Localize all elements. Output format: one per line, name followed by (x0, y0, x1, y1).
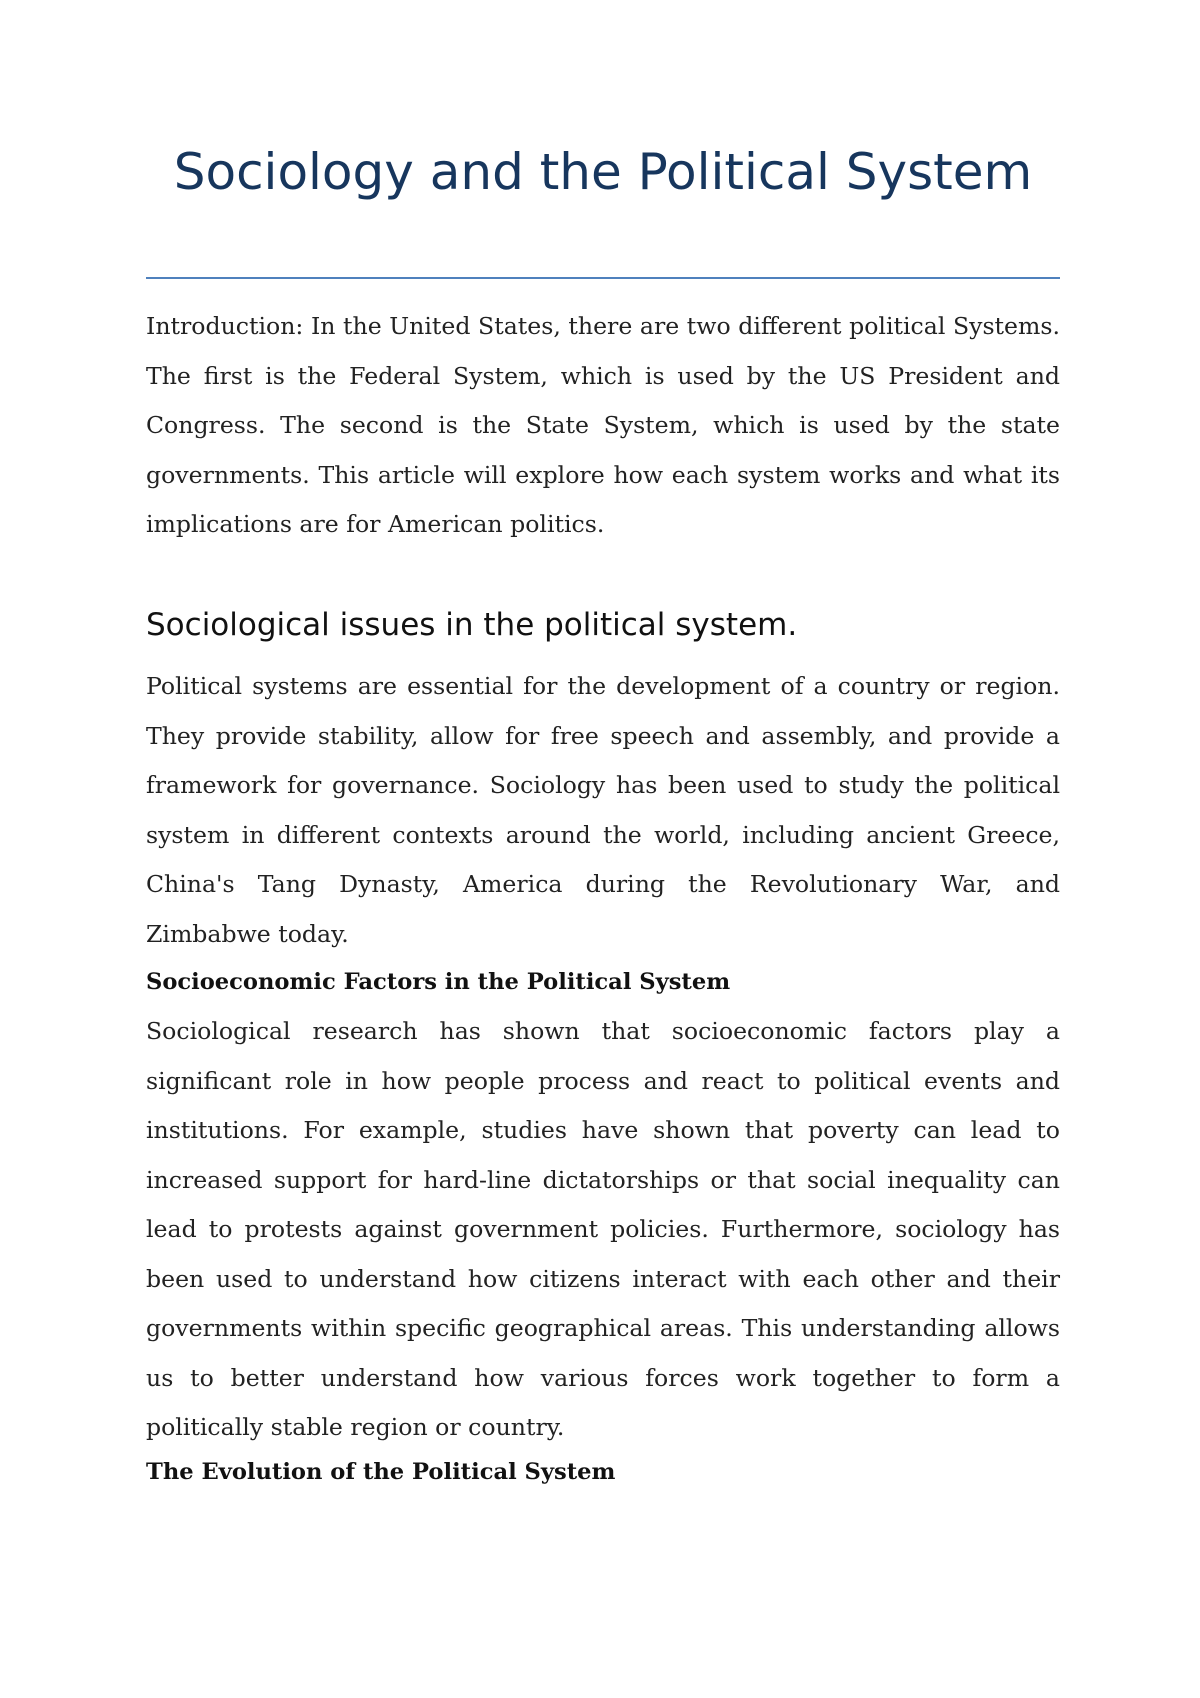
section-heading-evolution: The Evolution of the Political System (146, 1459, 616, 1485)
intro-paragraph: Introduction: In the United States, there are two different political Systems. The first is the Federal System, which is used by the US President and Congress. The second is the State System, which is used by the state governments. This article will explore how each system works and what its implications are for American politics. (146, 312, 1060, 538)
section-heading-socioeconomic-factors: Socioeconomic Factors in the Political System (146, 969, 731, 995)
section-heading-sociological-issues: Sociological issues in the political system. (146, 607, 798, 643)
title-underline (146, 277, 1060, 279)
section-body-sociological-issues: Political systems are essential for the development of a country or region. They provide stability, allow for free speech and assembly, and provide a framework for governance. Sociology has been used to study the political system in different contexts around the world, including ancient Greece, China's Tang Dynasty, America during the Revolutionary War, and Zimbabwe today. (146, 672, 1060, 948)
document-title: Sociology and the Political System (173, 143, 1033, 201)
section-body-socioeconomic-factors: Sociological research has shown that socioeconomic factors play a significant role in how people process and react to political events and institutions. For example, studies have shown that poverty can lead to increased support for hard-line dictatorships or that social inequality can lead to protests against government policies. Furthermore, sociology has been used to understand how citizens interact with each other and their governments within specific geographical areas. This understanding allows us to better understand how various forces work together to form a politically stable region or country. (146, 1017, 1060, 1441)
